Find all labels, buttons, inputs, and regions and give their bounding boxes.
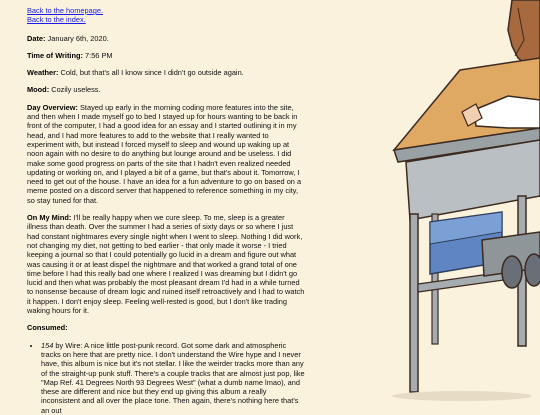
on-my-mind-label: On My Mind: xyxy=(27,213,72,223)
desk-illustration xyxy=(312,0,540,405)
desk-leg-left-front xyxy=(410,214,418,392)
time-label: Time of Writing: xyxy=(27,50,83,60)
nav-links xyxy=(27,6,307,25)
day-overview-text: Stayed up early in the morning coding more features into the site, and then when I made myself go to bed I stayed up for hours wanting to be back in front of the computer, I had a good idea for an essay and I started outlining it in my head, and I had more features to add to the website that I really wanted to experiment with, but instead I forced myself to sleep and wound up waking up at noon again with no desire to do anything but lounge around and be useless. I did make some good progress on parts of the site that I hadn't even realized needed updating or working on, and I played a bit of a game, but that's about it. Tomorrow, I need to get out of the house. I have an idea for a fun adventure to go on based on a meme posted on a discord server that happened to reference something in my city, so stay tuned for that. xyxy=(27,102,302,205)
date-label: Date: xyxy=(27,33,46,43)
character-hair xyxy=(508,0,540,66)
consumed-item-title: 154 xyxy=(41,340,54,350)
weather-line xyxy=(27,68,307,77)
weather-label: Weather: xyxy=(27,68,59,78)
consumed-heading xyxy=(27,323,307,332)
on-my-mind-text: I'll be really happy when we cure sleep. To me, sleep is a greater illness than death. Over the summer I had a series of sixty days or so where I just had constant nightmares every single night when I went to sleep. Nothing I did work, not changing my diet, not getting to bed earlier - that only made it worse - I tried keeping a journal so that I could potentially go lucid in a dream and figure out what was causing it or at least dispel the nightmare and that worked a grand total of one time before I had this really bad one where I realized I was dreaming but I didn't go lucid and then what was probably the most pleasant dream I'd had in a while turned to nonsense because of dream logic and ruined itself retroactively and I had to watch it happen. I don't enjoy sleep. Feeling well-rested is good, but I don't like trading waking hours for it. xyxy=(27,213,305,316)
date-value: January 6th, 2020. xyxy=(45,33,109,43)
time-line xyxy=(27,51,307,60)
character-shoe-right xyxy=(525,254,540,286)
date-line xyxy=(27,34,307,43)
index-link[interactable]: Back to the index. xyxy=(27,15,86,25)
day-overview xyxy=(27,103,307,205)
floor-shadow xyxy=(392,391,532,401)
consumed-item-text: by Wire: A nice little post-punk record. Got some dark and atmospheric tracks on here that are pretty nice. I don't understand the Wire hype and I never have, this album is nice but it's not stellar. I like the weirder tracks more than any of the straight-up punk stuff. There's a couple tracks that are almost just pop, like "Map Ref. 41 Degrees North 93 Degrees West" (what a dumb name lmao), and these are different and nice but they end up giving this album a really inconsistent and all over the place tone. Then again, there's nothing here that's an out xyxy=(41,340,305,415)
consumed-label: Consumed: xyxy=(27,323,68,333)
mood-label: Mood: xyxy=(27,85,50,95)
on-my-mind xyxy=(27,213,307,315)
mood-line xyxy=(27,85,307,94)
weather-value: Cold, but that's all I know since I didn't go outside again. xyxy=(58,68,244,78)
journal-entry xyxy=(27,6,307,415)
consumed-list xyxy=(27,341,307,415)
day-overview-label: Day Overview: xyxy=(27,102,78,112)
time-value: 7:56 PM xyxy=(82,50,113,60)
character-shoe-left xyxy=(502,256,522,288)
consumed-item xyxy=(41,341,307,415)
mood-value: Cozily useless. xyxy=(49,85,101,95)
homepage-link[interactable]: Back to the homepage. xyxy=(27,6,104,15)
